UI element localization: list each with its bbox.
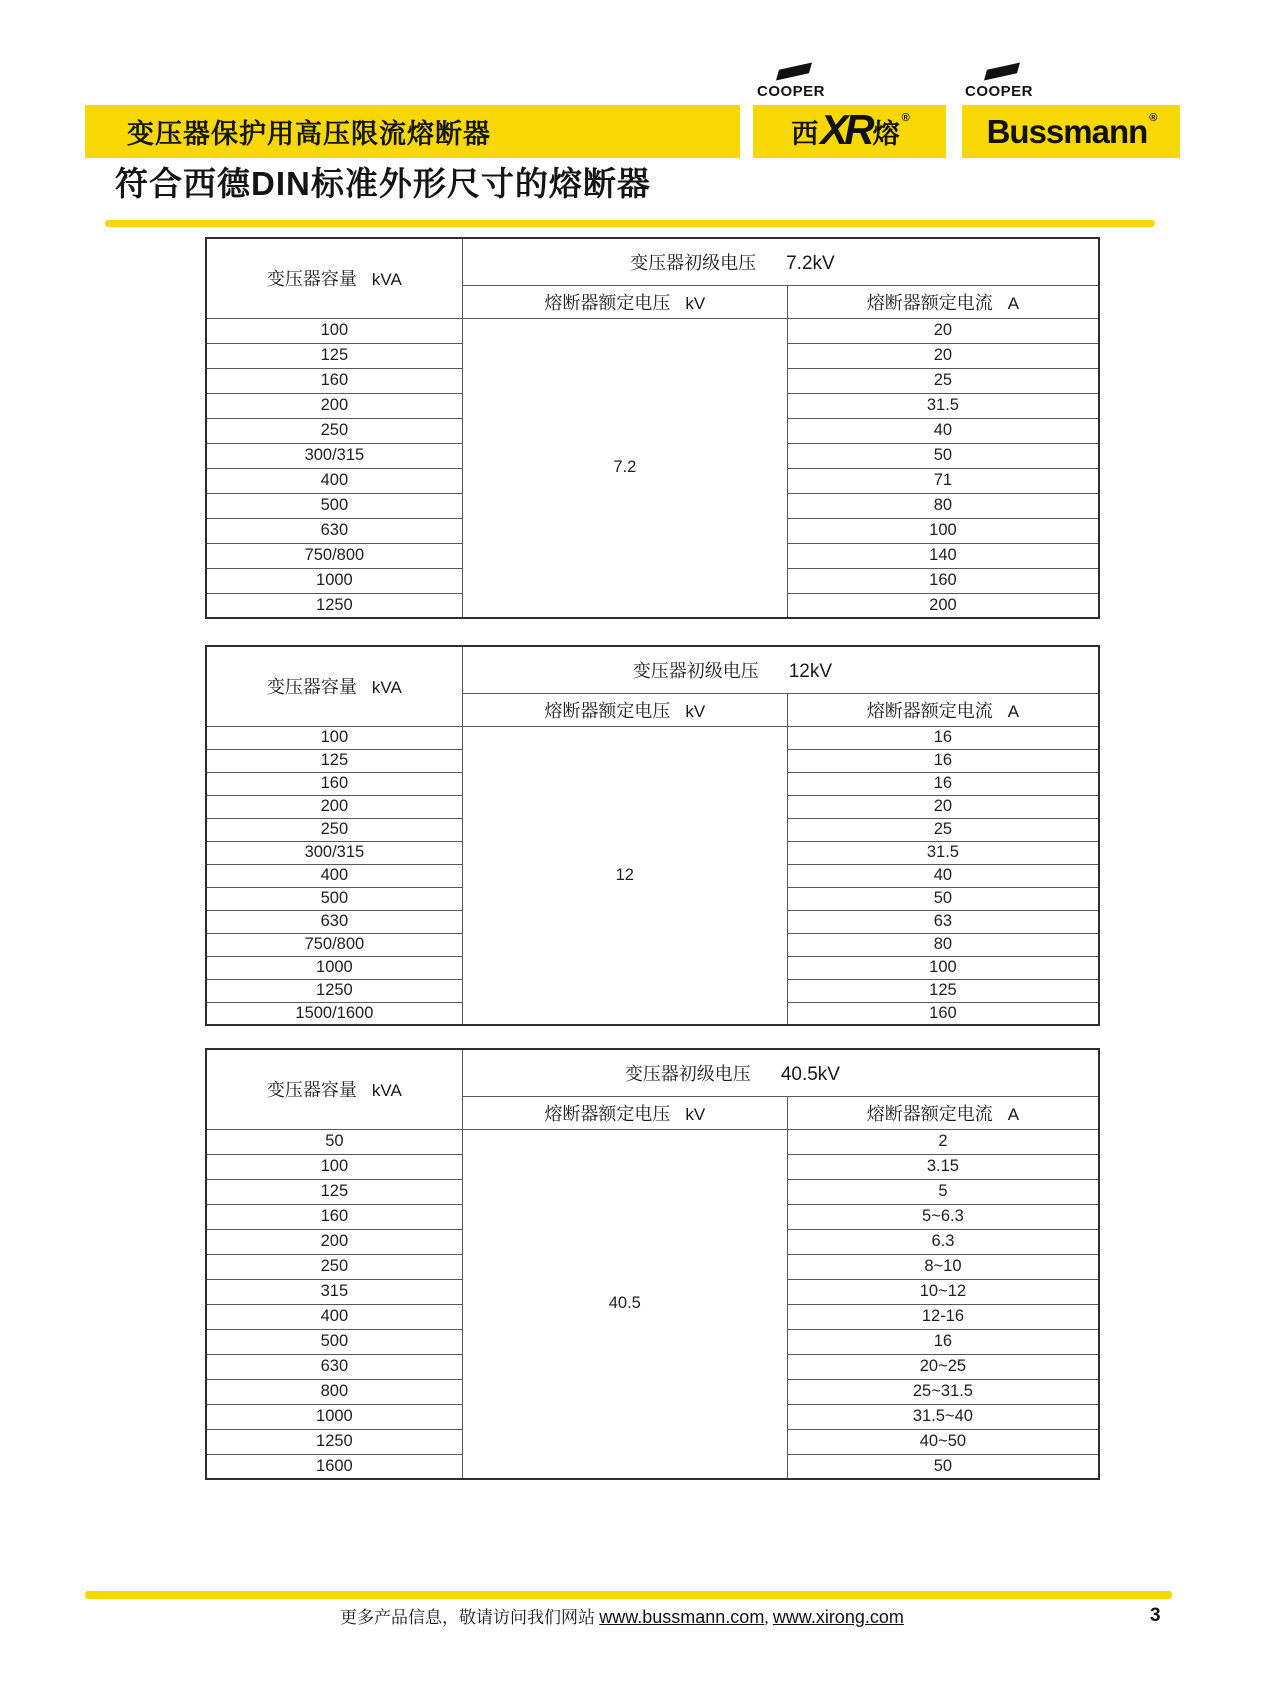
primary-voltage-value: 40.5kV <box>780 1063 840 1085</box>
capacity-value: 800 <box>206 1379 462 1404</box>
current-value: 125 <box>787 979 1099 1002</box>
capacity-value: 100 <box>206 726 462 749</box>
fuse-current-label: 熔断器额定电流 <box>866 1103 993 1124</box>
capacity-value: 125 <box>206 343 462 368</box>
current-value: 160 <box>787 568 1099 593</box>
fuse-current-header-cell <box>787 1096 1099 1129</box>
fuse-voltage-unit: kV <box>685 701 706 721</box>
cooper-flag-icon <box>984 63 1020 81</box>
fuse-voltage-label: 熔断器额定电压 <box>544 700 671 721</box>
current-value: 20~25 <box>787 1354 1099 1379</box>
footer-rule <box>85 1591 1172 1599</box>
xirong-char-rong: 熔 <box>872 119 900 149</box>
current-value: 25 <box>787 818 1099 841</box>
cooper-flag-icon <box>776 63 812 81</box>
capacity-unit: kVA <box>371 1081 402 1101</box>
cooper-wordmark: COOPER <box>965 83 1034 100</box>
current-value: 40~50 <box>787 1429 1099 1454</box>
page-title: 符合西德DIN标准外形尺寸的熔断器 <box>115 165 651 202</box>
current-value: 40 <box>787 418 1099 443</box>
capacity-value: 500 <box>206 1329 462 1354</box>
footer-text: 更多产品信息，敬请访问我们网站 <box>340 1608 600 1627</box>
current-value: 16 <box>787 772 1099 795</box>
fuse-current-unit: A <box>1007 701 1020 721</box>
capacity-value: 500 <box>206 887 462 910</box>
capacity-value: 200 <box>206 795 462 818</box>
fuse-table-7.2kV <box>205 237 1100 619</box>
registered-trademark-icon: ® <box>1149 111 1158 124</box>
table-header-row <box>206 646 1099 693</box>
current-value: 20 <box>787 795 1099 818</box>
current-value: 80 <box>787 933 1099 956</box>
capacity-value: 1250 <box>206 593 462 618</box>
current-value: 25 <box>787 368 1099 393</box>
capacity-value: 630 <box>206 1354 462 1379</box>
primary-voltage-header-cell <box>462 1049 1099 1096</box>
current-value: 71 <box>787 468 1099 493</box>
capacity-value: 250 <box>206 1254 462 1279</box>
capacity-value: 200 <box>206 1229 462 1254</box>
primary-voltage-label: 变压器初级电压 <box>632 660 759 681</box>
current-value: 16 <box>787 749 1099 772</box>
capacity-label: 变压器容量 <box>266 677 357 698</box>
capacity-unit: kVA <box>371 270 402 290</box>
capacity-header-cell <box>206 238 462 318</box>
fuse-voltage-header-cell <box>462 285 787 318</box>
current-value: 20 <box>787 318 1099 343</box>
current-value: 10~12 <box>787 1279 1099 1304</box>
primary-voltage-label: 变压器初级电压 <box>630 252 757 273</box>
capacity-value: 630 <box>206 518 462 543</box>
current-value: 2 <box>787 1129 1099 1154</box>
fuse-voltage-unit: kV <box>685 293 706 313</box>
current-value: 40 <box>787 864 1099 887</box>
current-value: 12-16 <box>787 1304 1099 1329</box>
footer-link-bussmann[interactable]: www.bussmann.com <box>599 1607 765 1627</box>
current-value: 5~6.3 <box>787 1204 1099 1229</box>
header-bar <box>85 105 740 158</box>
capacity-value: 100 <box>206 1154 462 1179</box>
current-value: 50 <box>787 443 1099 468</box>
fuse-voltage-header-cell <box>462 1096 787 1129</box>
current-value: 80 <box>787 493 1099 518</box>
capacity-value: 1500/1600 <box>206 1002 462 1025</box>
capacity-value: 1600 <box>206 1454 462 1479</box>
footer-link-xirong[interactable]: www.xirong.com <box>772 1607 904 1627</box>
xirong-logo <box>753 105 946 158</box>
header-bar-title: 变压器保护用高压限流熔断器 <box>127 119 491 149</box>
fuse-current-header-cell <box>787 285 1099 318</box>
capacity-value: 1000 <box>206 1404 462 1429</box>
rated-voltage-cell: 40.5 <box>462 1129 787 1479</box>
current-value: 25~31.5 <box>787 1379 1099 1404</box>
capacity-value: 1250 <box>206 1429 462 1454</box>
rated-voltage-cell: 12 <box>462 726 787 1025</box>
current-value: 16 <box>787 726 1099 749</box>
current-value: 31.5 <box>787 841 1099 864</box>
fuse-table-12kV <box>205 645 1100 1026</box>
primary-voltage-value: 12kV <box>788 660 833 682</box>
xirong-char-xi: 西 <box>791 119 819 149</box>
capacity-value: 1000 <box>206 568 462 593</box>
capacity-header-cell <box>206 1049 462 1129</box>
current-value: 63 <box>787 910 1099 933</box>
fuse-current-header-cell <box>787 693 1099 726</box>
current-value: 100 <box>787 518 1099 543</box>
xirong-xr-monogram-icon: XR <box>820 105 871 153</box>
capacity-value: 250 <box>206 418 462 443</box>
footer-separator: , <box>764 1608 773 1627</box>
capacity-unit: kVA <box>371 678 402 698</box>
capacity-value: 50 <box>206 1129 462 1154</box>
primary-voltage-value: 7.2kV <box>786 252 835 274</box>
capacity-value: 750/800 <box>206 933 462 956</box>
bussmann-wordmark: Bussmann <box>986 112 1148 150</box>
current-value: 20 <box>787 343 1099 368</box>
capacity-value: 300/315 <box>206 443 462 468</box>
current-value: 160 <box>787 1002 1099 1025</box>
table-row <box>206 318 1099 343</box>
capacity-value: 300/315 <box>206 841 462 864</box>
capacity-label: 变压器容量 <box>266 1080 357 1101</box>
capacity-value: 250 <box>206 818 462 841</box>
capacity-value: 1000 <box>206 956 462 979</box>
capacity-label: 变压器容量 <box>266 269 357 290</box>
page-number: 3 <box>1150 1605 1161 1626</box>
fuse-voltage-label: 熔断器额定电压 <box>544 1103 671 1124</box>
fuse-current-label: 熔断器额定电流 <box>866 292 993 313</box>
bussmann-logo <box>962 105 1180 158</box>
capacity-value: 160 <box>206 368 462 393</box>
table-row <box>206 1129 1099 1154</box>
primary-voltage-header-cell <box>462 238 1099 285</box>
current-value: 200 <box>787 593 1099 618</box>
current-value: 3.15 <box>787 1154 1099 1179</box>
current-value: 100 <box>787 956 1099 979</box>
capacity-value: 125 <box>206 749 462 772</box>
fuse-current-unit: A <box>1007 1104 1020 1124</box>
capacity-value: 160 <box>206 1204 462 1229</box>
fuse-voltage-label: 熔断器额定电压 <box>544 292 671 313</box>
capacity-header-cell <box>206 646 462 726</box>
registered-trademark-icon: ® <box>901 111 910 124</box>
current-value: 31.5~40 <box>787 1404 1099 1429</box>
current-value: 50 <box>787 1454 1099 1479</box>
capacity-value: 400 <box>206 1304 462 1329</box>
fuse-table-40.5kV <box>205 1048 1100 1480</box>
footer-note <box>340 1603 904 1628</box>
current-value: 140 <box>787 543 1099 568</box>
fuse-voltage-header-cell <box>462 693 787 726</box>
capacity-value: 1250 <box>206 979 462 1002</box>
current-value: 5 <box>787 1179 1099 1204</box>
capacity-value: 630 <box>206 910 462 933</box>
capacity-value: 200 <box>206 393 462 418</box>
title-rule <box>105 220 1155 227</box>
capacity-value: 125 <box>206 1179 462 1204</box>
capacity-value: 400 <box>206 864 462 887</box>
cooper-wordmark: COOPER <box>757 83 826 100</box>
capacity-value: 100 <box>206 318 462 343</box>
current-value: 16 <box>787 1329 1099 1354</box>
fuse-current-unit: A <box>1007 293 1020 313</box>
table-row <box>206 726 1099 749</box>
fuse-voltage-unit: kV <box>685 1104 706 1124</box>
rated-voltage-cell: 7.2 <box>462 318 787 618</box>
fuse-current-label: 熔断器额定电流 <box>866 700 993 721</box>
table-header-row <box>206 1049 1099 1096</box>
capacity-value: 750/800 <box>206 543 462 568</box>
current-value: 50 <box>787 887 1099 910</box>
current-value: 8~10 <box>787 1254 1099 1279</box>
primary-voltage-label: 变压器初级电压 <box>624 1063 751 1084</box>
primary-voltage-header-cell <box>462 646 1099 693</box>
current-value: 31.5 <box>787 393 1099 418</box>
capacity-value: 315 <box>206 1279 462 1304</box>
capacity-value: 400 <box>206 468 462 493</box>
capacity-value: 160 <box>206 772 462 795</box>
table-header-row <box>206 238 1099 285</box>
capacity-value: 500 <box>206 493 462 518</box>
current-value: 6.3 <box>787 1229 1099 1254</box>
